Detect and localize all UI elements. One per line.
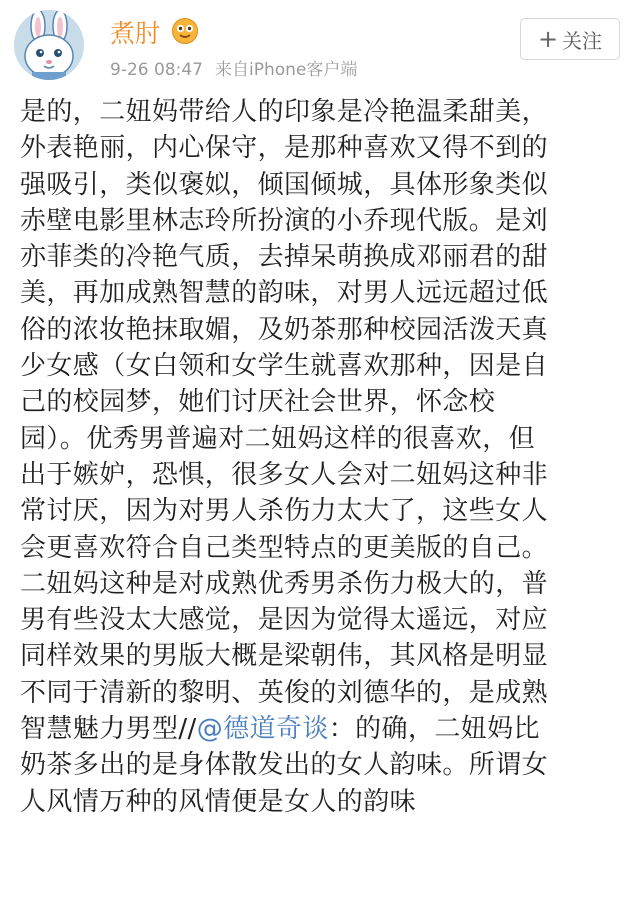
username[interactable]: 煮肘 xyxy=(110,19,161,48)
avatar[interactable] xyxy=(14,10,84,80)
post-text-line: 奶茶多出的是身体散发出的女人韵味。所谓女 xyxy=(20,750,549,781)
post-text-line: 是的，二妞妈带给人的印象是冷艳温柔甜美， xyxy=(20,97,549,127)
follow-button[interactable] xyxy=(520,18,620,60)
post-text-line: 会更喜欢符合自己类型特点的更美版的自己。 xyxy=(20,532,549,563)
vip-badge-icon[interactable] xyxy=(171,17,199,45)
follow-label: 关注 xyxy=(562,28,603,53)
post-text-line: 外表艳丽，内心保守，是那种喜欢又得不到的 xyxy=(20,133,549,164)
post-text-segment: ：的确，二妞妈比 xyxy=(328,714,540,745)
post-text-line: 少女感（女白领和女学生就喜欢那种，因是自 xyxy=(20,351,549,382)
bunny-avatar-icon xyxy=(14,10,84,80)
post-text-line: 美，再加成熟智慧的韵味，对男人远远超过低 xyxy=(20,278,549,309)
post-body xyxy=(20,94,632,820)
post-text-line: 人风情万种的风情便是女人的韵味 xyxy=(20,786,417,817)
post-text-line: 男有些没太大感觉，是因为觉得太遥远，对应 xyxy=(20,605,549,636)
post-text-segment: 智慧魅力男型// xyxy=(20,714,197,745)
post-text-line: 己的校园梦，她们讨厌社会世界，怀念校 xyxy=(20,387,496,418)
post-source[interactable]: 来自iPhone客户端 xyxy=(214,60,358,80)
post-text-line: 园）。优秀男普遍对二妞妈这样的很喜欢，但 xyxy=(20,423,536,454)
post-time: 9-26 08:47 xyxy=(110,60,203,80)
post-meta xyxy=(110,55,357,80)
post-text-line: 赤壁电影里林志玲所扮演的小乔现代版。是刘 xyxy=(20,205,549,236)
post-text-line-with-mention xyxy=(20,711,632,747)
post-header xyxy=(0,0,640,92)
mention-link[interactable]: @德道奇谈 xyxy=(196,714,329,745)
post-text-line: 同样效果的男版大概是梁朝伟，其风格是明显 xyxy=(20,641,549,672)
post-text-line: 不同于清新的黎明、英俊的刘德华的，是成熟 xyxy=(20,677,549,708)
post-text-line: 常讨厌，因为对男人杀伤力太大了，这些女人 xyxy=(20,496,549,527)
post-text-line: 二妞妈这种是对成熟优秀男杀伤力极大的，普 xyxy=(20,568,549,599)
plus-icon: + xyxy=(537,25,559,53)
post-text-line: 强吸引，类似褒姒，倾国倾城，具体形象类似 xyxy=(20,169,549,200)
post-text-line: 亦菲类的冷艳气质，去掉呆萌换成邓丽君的甜 xyxy=(20,242,549,273)
post-text-line: 俗的浓妆艳抹取媚，及奶茶那种校园活泼天真 xyxy=(20,314,549,345)
post-text-line: 出于嫉妒，恐惧，很多女人会对二妞妈这种非 xyxy=(20,459,549,490)
